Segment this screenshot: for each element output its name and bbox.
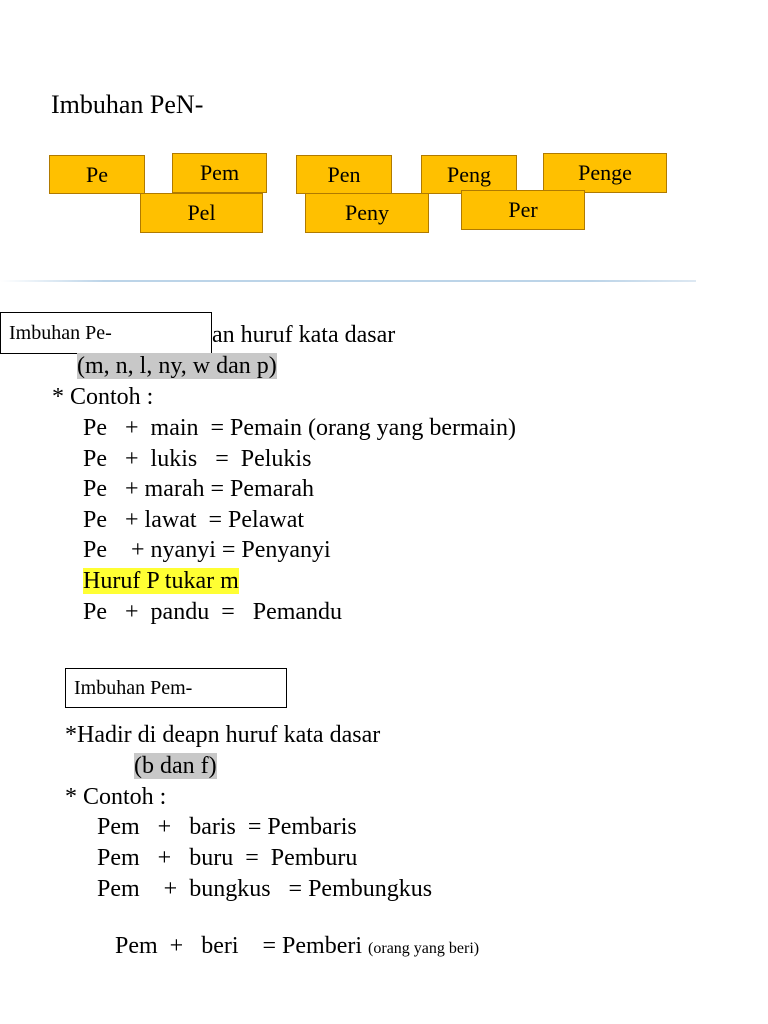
pe-example: Pe + nyanyi = Penyanyi — [83, 537, 331, 563]
pem-example-note: (orang yang beri) — [368, 940, 480, 957]
pe-rule-text: an huruf kata dasar — [212, 322, 396, 348]
prefix-box-per: Per — [461, 190, 585, 230]
pe-letters: (m, n, l, ny, w dan p) — [77, 353, 277, 379]
prefix-box-peng: Peng — [421, 155, 517, 194]
pe-example: Pe + pandu = Pemandu — [83, 599, 343, 625]
pe-note-highlight: Huruf P tukar m — [83, 568, 239, 594]
prefix-box-peny: Peny — [305, 193, 429, 233]
pem-letters: (b dan f) — [134, 753, 217, 779]
pe-example: Pe + marah = Pemarah — [83, 476, 314, 502]
pem-example: Pem + beri = Pemberi — [115, 933, 369, 959]
prefix-box-pe: Pe — [49, 155, 145, 194]
imbuhan-pem-label: Imbuhan Pem- — [65, 668, 287, 708]
page-title: Imbuhan PeN- — [51, 90, 204, 119]
pe-example: Pe + lawat = Pelawat — [83, 507, 305, 533]
prefix-box-penge: Penge — [543, 153, 667, 193]
pem-contoh-label: * Contoh : — [65, 784, 167, 810]
prefix-box-pen: Pen — [296, 155, 392, 194]
pem-example: Pem + bungkus = Pembungkus — [97, 876, 433, 902]
pem-example: Pem + baris = Pembaris — [97, 814, 357, 840]
pem-example: Pem + buru = Pemburu — [97, 845, 358, 871]
prefix-box-pel: Pel — [140, 193, 263, 233]
imbuhan-pe-label: Imbuhan Pe- — [0, 312, 212, 354]
prefix-box-pem: Pem — [172, 153, 267, 193]
pem-rule-text: *Hadir di deapn huruf kata dasar — [65, 722, 381, 748]
pe-example: Pe + lukis = Pelukis — [83, 446, 312, 472]
pe-contoh-label: * Contoh : — [52, 384, 154, 410]
pe-example: Pe + main = Pemain (orang yang bermain) — [83, 415, 516, 441]
section-divider — [0, 280, 696, 282]
